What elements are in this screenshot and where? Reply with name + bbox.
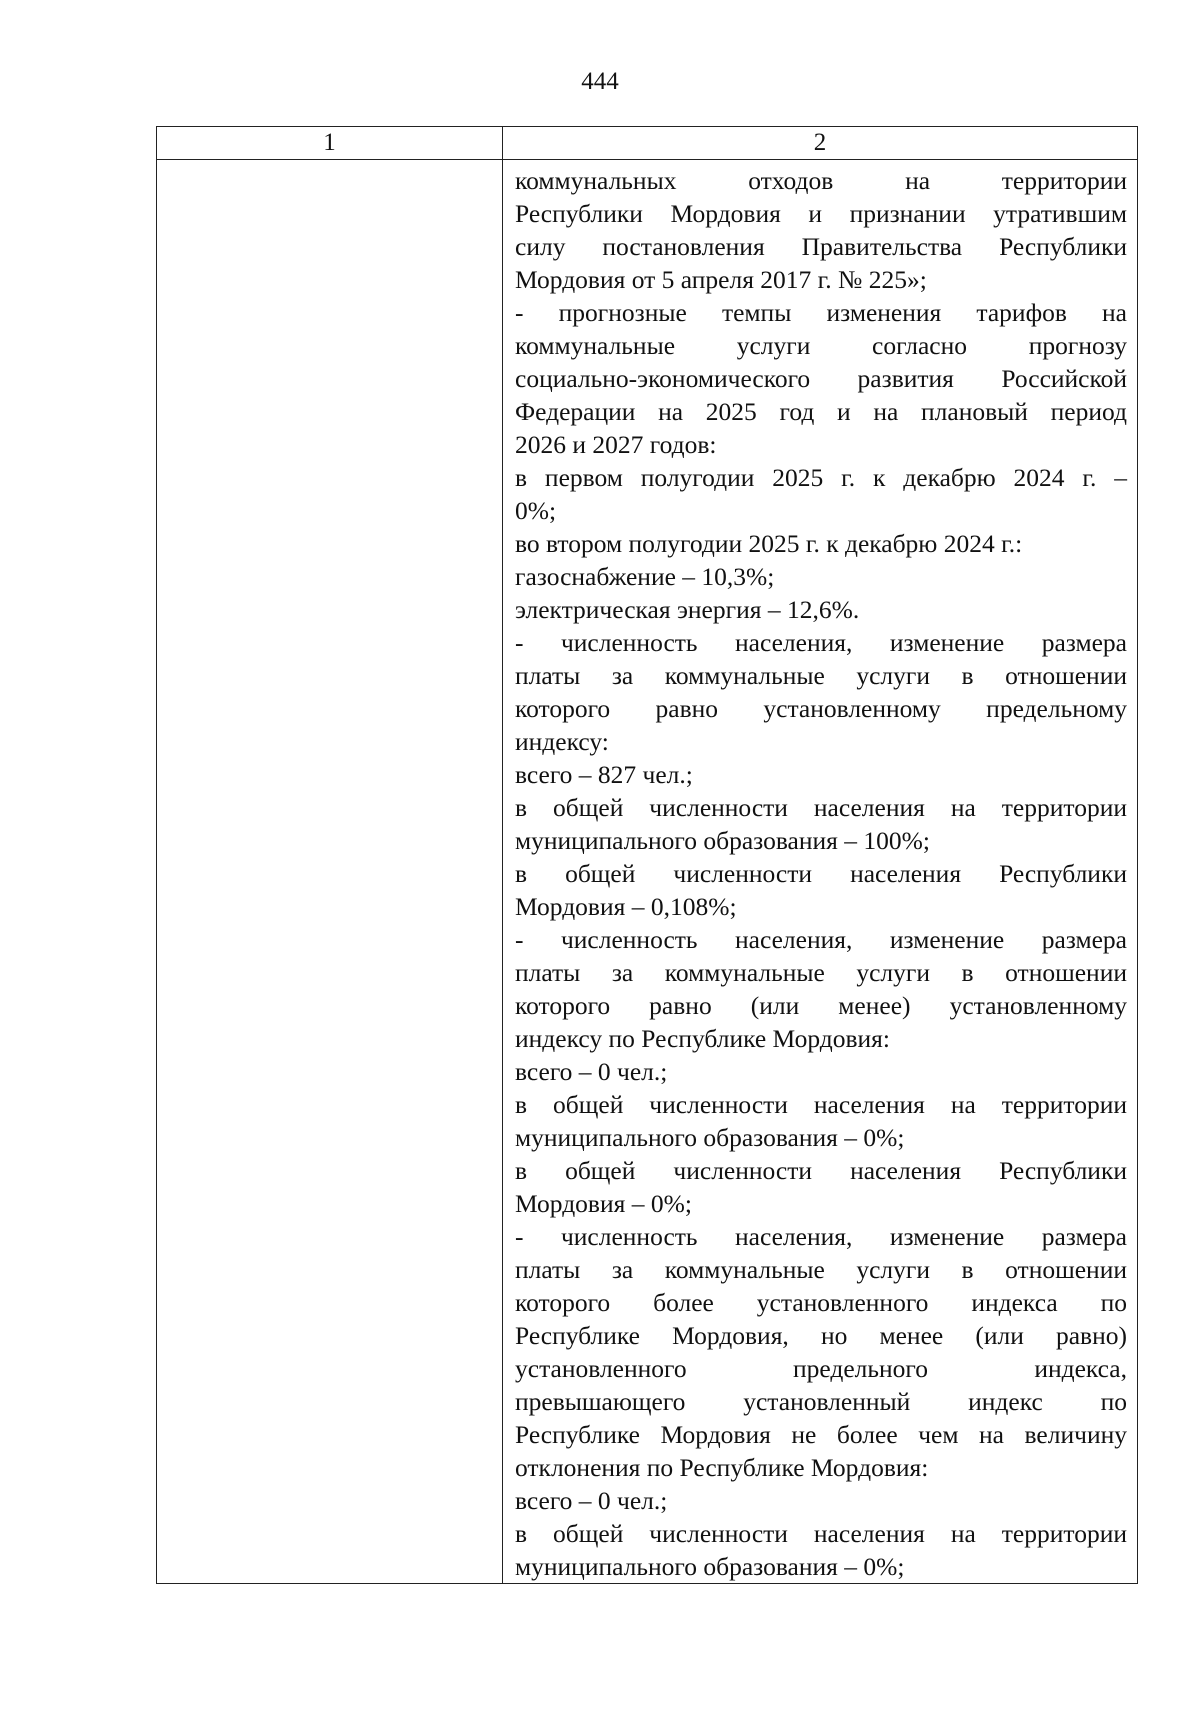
text-line: коммунальные услуги согласно прогнозу xyxy=(515,331,1127,360)
text-line: Мордовия – 0%; xyxy=(515,1189,692,1218)
text-line: социально-экономического развития Российской xyxy=(515,364,1127,393)
text-line: газоснабжение – 10,3%; xyxy=(515,562,775,591)
text-line: 2026 и 2027 годов: xyxy=(515,430,717,459)
table-row xyxy=(157,160,1138,1584)
text-line: во втором полугодии 2025 г. к декабрю 2024 г.: xyxy=(515,529,1023,558)
column-1-cell xyxy=(157,160,503,1584)
text-line: в общей численности населения на территории xyxy=(515,793,1127,822)
text-line: коммунальных отходов на территории xyxy=(515,166,1127,195)
text-line: которого более установленного индекса по xyxy=(515,1288,1127,1317)
text-line: - численность населения, изменение размера xyxy=(515,925,1127,954)
column-header-2: 2 xyxy=(503,127,1138,160)
text-line: в общей численности населения Республики xyxy=(515,859,1127,888)
text-line: платы за коммунальные услуги в отношении xyxy=(515,661,1127,690)
text-line: которого равно установленному предельному xyxy=(515,694,1127,723)
text-line: индексу: xyxy=(515,727,609,756)
text-line: платы за коммунальные услуги в отношении xyxy=(515,1255,1127,1284)
text-line: всего – 827 чел.; xyxy=(515,760,693,789)
text-line: в общей численности населения Республики xyxy=(515,1156,1127,1185)
text-line: - численность населения, изменение размера xyxy=(515,628,1127,657)
page-number: 444 xyxy=(581,68,619,95)
table-header-row xyxy=(157,127,1138,160)
document-table xyxy=(156,126,1138,1584)
text-line: Мордовия от 5 апреля 2017 г. № 225»; xyxy=(515,265,927,294)
text-line: Мордовия – 0,108%; xyxy=(515,892,737,921)
text-line: электрическая энергия – 12,6%. xyxy=(515,595,860,624)
text-line: муниципального образования – 0%; xyxy=(515,1552,905,1581)
text-line: всего – 0 чел.; xyxy=(515,1057,668,1086)
text-line: в первом полугодии 2025 г. к декабрю 2024 г. – xyxy=(515,463,1127,492)
text-line: установленного предельного индекса, xyxy=(515,1354,1127,1383)
text-line: Федерации на 2025 год и на плановый период xyxy=(515,397,1127,426)
text-line: муниципального образования – 0%; xyxy=(515,1123,905,1152)
text-line: которого равно (или менее) установленному xyxy=(515,991,1127,1020)
column-2-text xyxy=(503,160,1137,1583)
text-line: Республики Мордовия и признании утратившим xyxy=(515,199,1127,228)
text-line: индексу по Республике Мордовия: xyxy=(515,1024,890,1053)
text-line: платы за коммунальные услуги в отношении xyxy=(515,958,1127,987)
column-header-1: 1 xyxy=(157,127,503,160)
column-2-cell xyxy=(503,160,1138,1584)
text-line: 0%; xyxy=(515,496,557,525)
text-line: - численность населения, изменение размера xyxy=(515,1222,1127,1251)
text-line: отклонения по Республике Мордовия: xyxy=(515,1453,929,1482)
text-line: всего – 0 чел.; xyxy=(515,1486,668,1515)
text-line: в общей численности населения на территории xyxy=(515,1090,1127,1119)
text-line: превышающего установленный индекс по xyxy=(515,1387,1127,1416)
text-line: Республике Мордовия, но менее (или равно) xyxy=(515,1321,1127,1350)
text-line: в общей численности населения на территории xyxy=(515,1519,1127,1548)
text-line: муниципального образования – 100%; xyxy=(515,826,930,855)
text-line: Республике Мордовия не более чем на величину xyxy=(515,1420,1127,1449)
text-line: - прогнозные темпы изменения тарифов на xyxy=(515,298,1127,327)
text-line: силу постановления Правительства Республики xyxy=(515,232,1127,261)
